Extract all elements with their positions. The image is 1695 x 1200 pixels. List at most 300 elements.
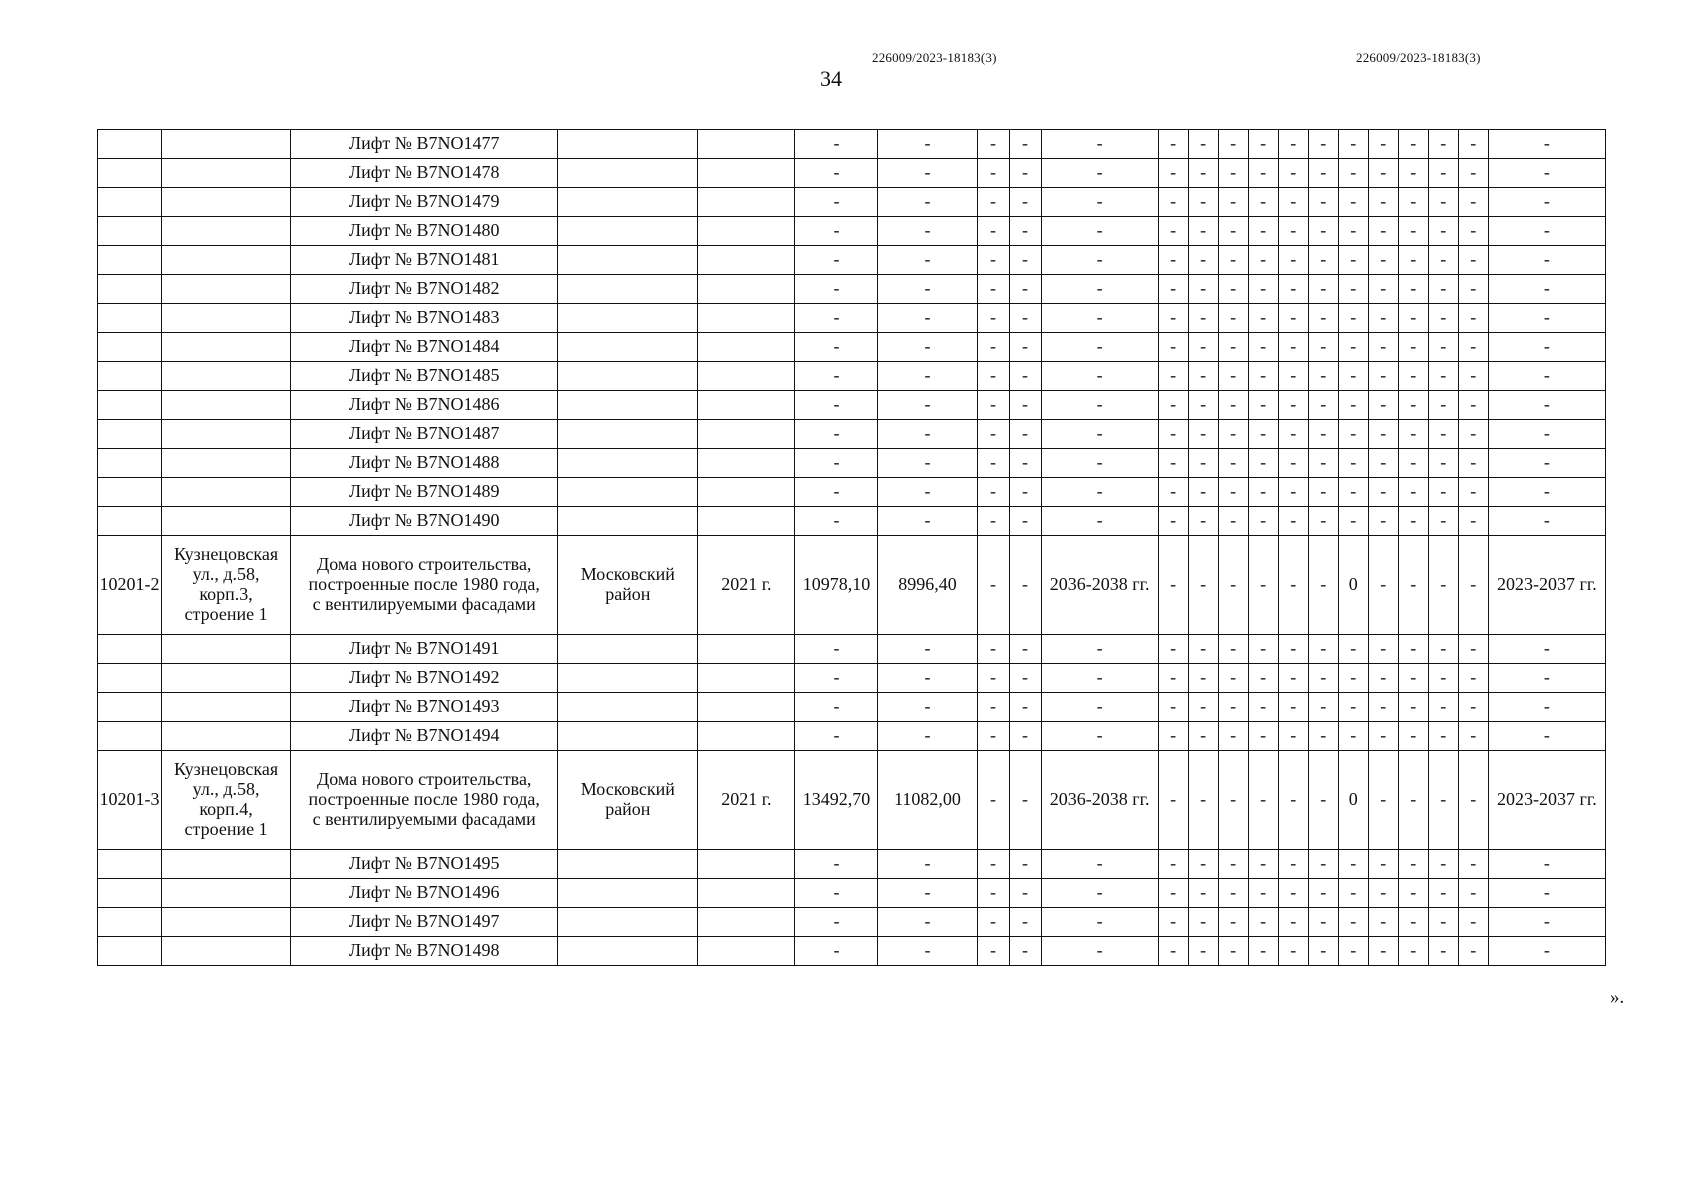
work-type-cell: - <box>1248 188 1278 217</box>
plan-period-cell: - <box>1488 304 1605 333</box>
building-category-line: с вентилируемыми фасадами <box>312 593 536 614</box>
flag-cell: - <box>1009 751 1041 850</box>
district-cell <box>558 478 698 507</box>
table-row-lift <box>98 362 1606 391</box>
work-type-cell: - <box>1428 751 1458 850</box>
year-cell <box>698 159 795 188</box>
plan-period-cell: - <box>1488 362 1605 391</box>
address-line: ул., д.58, <box>192 779 260 800</box>
work-type-value: 0 <box>1338 751 1368 850</box>
area-living-cell: - <box>878 449 977 478</box>
work-type-cell: - <box>1188 478 1218 507</box>
work-type-cell: - <box>1458 664 1488 693</box>
work-type-cell: - <box>1218 333 1248 362</box>
flag-cell: - <box>1009 391 1041 420</box>
area-living-cell: - <box>878 722 977 751</box>
work-type-cell: - <box>1458 217 1488 246</box>
area-total-cell: - <box>795 908 878 937</box>
plan-period: 2023-2037 гг. <box>1488 751 1605 850</box>
plan-period-cell: - <box>1488 449 1605 478</box>
work-type-cell: - <box>1188 420 1218 449</box>
work-type-cell: - <box>1308 130 1338 159</box>
work-type-cell: - <box>1248 362 1278 391</box>
object-id-cell <box>98 507 162 536</box>
district-line: Московский <box>580 564 675 585</box>
work-type-cell: - <box>1188 937 1218 966</box>
work-type-cell: - <box>1188 449 1218 478</box>
district-cell <box>558 879 698 908</box>
work-type-cell: - <box>1278 635 1308 664</box>
work-type-cell: - <box>1398 449 1428 478</box>
flag-cell: - <box>1009 304 1041 333</box>
work-type-cell: - <box>1368 937 1398 966</box>
year-cell <box>698 275 795 304</box>
lift-label: Лифт № B7NO1484 <box>291 333 558 362</box>
address-cell <box>162 159 291 188</box>
work-type-cell: - <box>1398 693 1428 722</box>
work-type-cell: - <box>1158 304 1188 333</box>
year-cell <box>698 246 795 275</box>
work-type-cell: - <box>1278 751 1308 850</box>
area-total: 10978,10 <box>795 536 878 635</box>
work-type-cell: - <box>1308 937 1338 966</box>
area-total-cell: - <box>795 635 878 664</box>
address-cell <box>162 664 291 693</box>
flag-cell: - <box>1009 478 1041 507</box>
work-type-cell: - <box>1278 333 1308 362</box>
district <box>558 536 698 635</box>
work-type-cell: - <box>1278 217 1308 246</box>
building-category-line: Дома нового строительства, <box>316 554 532 575</box>
plan-period-cell: - <box>1488 635 1605 664</box>
table-row-lift <box>98 188 1606 217</box>
period-cell: - <box>1041 362 1158 391</box>
work-type-cell: - <box>1398 507 1428 536</box>
work-type-cell: - <box>1248 159 1278 188</box>
work-type-cell: - <box>1158 333 1188 362</box>
work-type-cell: - <box>1218 507 1248 536</box>
work-type-cell: - <box>1338 850 1368 879</box>
work-type-cell: - <box>1428 362 1458 391</box>
work-type-value: 0 <box>1338 536 1368 635</box>
work-type-cell: - <box>1218 159 1248 188</box>
object-id-cell <box>98 850 162 879</box>
address-cell <box>162 275 291 304</box>
work-type-cell: - <box>1338 908 1368 937</box>
area-total-cell: - <box>795 449 878 478</box>
plan-period-cell: - <box>1488 850 1605 879</box>
address-line: Кузнецовская <box>173 759 279 780</box>
area-living-cell: - <box>878 159 977 188</box>
work-type-cell: - <box>1398 478 1428 507</box>
work-type-cell: - <box>1248 722 1278 751</box>
district-cell <box>558 449 698 478</box>
work-type-cell: - <box>1368 304 1398 333</box>
work-type-cell: - <box>1188 751 1218 850</box>
work-type-cell: - <box>1248 130 1278 159</box>
period-cell: - <box>1041 635 1158 664</box>
district-cell <box>558 217 698 246</box>
lift-label: Лифт № B7NO1481 <box>291 246 558 275</box>
work-type-cell: - <box>1158 478 1188 507</box>
area-living-cell: - <box>878 217 977 246</box>
district-cell <box>558 130 698 159</box>
work-type-cell: - <box>1428 908 1458 937</box>
address-line: ул., д.58, <box>192 564 260 585</box>
area-living-cell: - <box>878 908 977 937</box>
table-row-lift <box>98 722 1606 751</box>
work-type-cell: - <box>1338 420 1368 449</box>
flag-cell: - <box>977 130 1009 159</box>
flag-cell: - <box>977 751 1009 850</box>
object-id-cell <box>98 664 162 693</box>
flag-cell: - <box>1009 362 1041 391</box>
plan-period-cell: - <box>1488 722 1605 751</box>
address-line: строение 1 <box>184 818 268 839</box>
work-type-cell: - <box>1428 159 1458 188</box>
work-type-cell: - <box>1458 507 1488 536</box>
object-id: 10201-2 <box>98 536 162 635</box>
table-row-house <box>98 751 1606 850</box>
work-type-cell: - <box>1218 478 1248 507</box>
area-living-cell: - <box>878 275 977 304</box>
work-type-cell: - <box>1368 664 1398 693</box>
district-cell <box>558 246 698 275</box>
work-type-cell: - <box>1338 362 1368 391</box>
work-type-cell: - <box>1158 449 1188 478</box>
flag-cell: - <box>977 664 1009 693</box>
work-type-cell: - <box>1218 693 1248 722</box>
table-row-lift <box>98 879 1606 908</box>
table-row-house <box>98 536 1606 635</box>
work-type-cell: - <box>1338 275 1368 304</box>
work-type-cell: - <box>1428 449 1458 478</box>
period-cell: - <box>1041 188 1158 217</box>
period-cell: - <box>1041 333 1158 362</box>
area-living-cell: - <box>878 391 977 420</box>
work-type-cell: - <box>1368 507 1398 536</box>
district-cell <box>558 722 698 751</box>
object-id-cell <box>98 362 162 391</box>
district-cell <box>558 362 698 391</box>
plan-period-cell: - <box>1488 507 1605 536</box>
area-living-cell: - <box>878 635 977 664</box>
table-row-lift <box>98 507 1606 536</box>
work-type-cell: - <box>1278 478 1308 507</box>
work-type-cell: - <box>1158 420 1188 449</box>
work-type-cell: - <box>1338 130 1368 159</box>
work-type-cell: - <box>1428 722 1458 751</box>
work-type-cell: - <box>1368 333 1398 362</box>
lift-label: Лифт № B7NO1483 <box>291 304 558 333</box>
work-type-cell: - <box>1458 275 1488 304</box>
work-type-cell: - <box>1338 879 1368 908</box>
building-category-line: Дома нового строительства, <box>316 769 532 790</box>
area-living-cell: - <box>878 937 977 966</box>
work-type-cell: - <box>1308 217 1338 246</box>
flag-cell: - <box>977 188 1009 217</box>
area-living-cell: - <box>878 850 977 879</box>
table-row-lift <box>98 664 1606 693</box>
page-number: 34 <box>820 66 842 91</box>
work-type-cell: - <box>1158 635 1188 664</box>
work-type-cell: - <box>1368 246 1398 275</box>
period-cell: - <box>1041 420 1158 449</box>
work-type-cell: - <box>1308 246 1338 275</box>
work-type-cell: - <box>1368 478 1398 507</box>
building-category-line: с вентилируемыми фасадами <box>312 808 536 829</box>
work-type-cell: - <box>1218 304 1248 333</box>
commission-year: 2021 г. <box>698 751 795 850</box>
work-type-cell: - <box>1218 420 1248 449</box>
flag-cell: - <box>977 362 1009 391</box>
address-cell <box>162 879 291 908</box>
work-type-cell: - <box>1278 850 1308 879</box>
work-type-cell: - <box>1458 130 1488 159</box>
area-living-cell: - <box>878 130 977 159</box>
lift-label: Лифт № B7NO1497 <box>291 908 558 937</box>
area-total-cell: - <box>795 507 878 536</box>
year-cell <box>698 362 795 391</box>
work-type-cell: - <box>1458 159 1488 188</box>
address-cell <box>162 362 291 391</box>
object-id-cell <box>98 449 162 478</box>
flag-cell: - <box>977 333 1009 362</box>
lift-label: Лифт № B7NO1477 <box>291 130 558 159</box>
object-id-cell <box>98 879 162 908</box>
address-cell <box>162 850 291 879</box>
closing-quote: ». <box>1610 987 1625 1008</box>
work-type-cell: - <box>1338 159 1368 188</box>
work-type-cell: - <box>1248 217 1278 246</box>
work-type-cell: - <box>1248 937 1278 966</box>
work-type-cell: - <box>1188 159 1218 188</box>
work-type-cell: - <box>1218 391 1248 420</box>
work-type-cell: - <box>1398 536 1428 635</box>
work-type-cell: - <box>1158 507 1188 536</box>
work-type-cell: - <box>1248 664 1278 693</box>
table-row-lift <box>98 850 1606 879</box>
flag-cell: - <box>1009 159 1041 188</box>
object-id-cell <box>98 635 162 664</box>
work-type-cell: - <box>1218 937 1248 966</box>
work-type-cell: - <box>1458 333 1488 362</box>
work-type-cell: - <box>1428 391 1458 420</box>
work-type-cell: - <box>1158 188 1188 217</box>
work-type-cell: - <box>1428 130 1458 159</box>
work-type-cell: - <box>1458 362 1488 391</box>
address <box>162 536 291 635</box>
plan-period-cell: - <box>1488 159 1605 188</box>
work-type-cell: - <box>1158 879 1188 908</box>
plan-period-cell: - <box>1488 478 1605 507</box>
flag-cell: - <box>1009 536 1041 635</box>
flag-cell: - <box>977 536 1009 635</box>
year-cell <box>698 635 795 664</box>
lift-label: Лифт № B7NO1494 <box>291 722 558 751</box>
work-type-cell: - <box>1338 693 1368 722</box>
lift-label: Лифт № B7NO1498 <box>291 937 558 966</box>
address-cell <box>162 635 291 664</box>
address-line: корп.4, <box>199 799 253 819</box>
flag-cell: - <box>1009 879 1041 908</box>
work-type-cell: - <box>1308 693 1338 722</box>
flag-cell: - <box>1009 217 1041 246</box>
registration-number-left: 226009/2023-18183(3) <box>872 50 997 65</box>
work-type-cell: - <box>1428 420 1458 449</box>
table-row-lift <box>98 937 1606 966</box>
plan-period: 2023-2037 гг. <box>1488 536 1605 635</box>
plan-period-cell: - <box>1488 664 1605 693</box>
work-type-cell: - <box>1308 879 1338 908</box>
work-type-cell: - <box>1368 217 1398 246</box>
work-type-cell: - <box>1338 391 1368 420</box>
lift-label: Лифт № B7NO1486 <box>291 391 558 420</box>
address-cell <box>162 188 291 217</box>
work-type-cell: - <box>1218 722 1248 751</box>
work-type-cell: - <box>1278 420 1308 449</box>
work-type-cell: - <box>1368 908 1398 937</box>
work-type-cell: - <box>1338 722 1368 751</box>
flag-cell: - <box>1009 449 1041 478</box>
work-type-cell: - <box>1308 333 1338 362</box>
work-type-cell: - <box>1218 217 1248 246</box>
work-type-cell: - <box>1278 664 1308 693</box>
work-type-cell: - <box>1188 246 1218 275</box>
work-type-cell: - <box>1338 246 1368 275</box>
area-total-cell: - <box>795 130 878 159</box>
address-cell <box>162 217 291 246</box>
area-living-cell: - <box>878 246 977 275</box>
work-type-cell: - <box>1278 722 1308 751</box>
work-type-cell: - <box>1278 937 1308 966</box>
period-cell: - <box>1041 722 1158 751</box>
work-type-cell: - <box>1248 850 1278 879</box>
work-type-cell: - <box>1218 751 1248 850</box>
work-type-cell: - <box>1278 391 1308 420</box>
work-type-cell: - <box>1398 722 1428 751</box>
commission-year: 2021 г. <box>698 536 795 635</box>
work-type-cell: - <box>1398 751 1428 850</box>
area-total-cell: - <box>795 420 878 449</box>
work-type-cell: - <box>1368 536 1398 635</box>
area-living-cell: - <box>878 507 977 536</box>
work-type-cell: - <box>1458 635 1488 664</box>
year-cell <box>698 188 795 217</box>
work-type-cell: - <box>1188 391 1218 420</box>
lift-label: Лифт № B7NO1489 <box>291 478 558 507</box>
work-type-cell: - <box>1398 879 1428 908</box>
work-type-cell: - <box>1218 850 1248 879</box>
work-type-cell: - <box>1278 159 1308 188</box>
area-total-cell: - <box>795 722 878 751</box>
work-type-cell: - <box>1458 536 1488 635</box>
flag-cell: - <box>1009 850 1041 879</box>
work-type-cell: - <box>1278 246 1308 275</box>
district-cell <box>558 664 698 693</box>
area-total-cell: - <box>795 391 878 420</box>
address-cell <box>162 246 291 275</box>
work-type-cell: - <box>1158 664 1188 693</box>
flag-cell: - <box>1009 275 1041 304</box>
work-type-cell: - <box>1218 188 1248 217</box>
work-type-cell: - <box>1248 908 1278 937</box>
work-type-cell: - <box>1278 275 1308 304</box>
work-type-cell: - <box>1368 879 1398 908</box>
period-cell: - <box>1041 217 1158 246</box>
district-cell <box>558 159 698 188</box>
work-type-cell: - <box>1278 908 1308 937</box>
address-cell <box>162 507 291 536</box>
work-type-cell: - <box>1158 722 1188 751</box>
flag-cell: - <box>977 391 1009 420</box>
work-type-cell: - <box>1398 130 1428 159</box>
period-cell: - <box>1041 693 1158 722</box>
lift-label: Лифт № B7NO1491 <box>291 635 558 664</box>
work-type-cell: - <box>1308 391 1338 420</box>
work-type-cell: - <box>1338 304 1368 333</box>
area-total-cell: - <box>795 664 878 693</box>
flag-cell: - <box>1009 937 1041 966</box>
year-cell <box>698 391 795 420</box>
area-living-cell: - <box>878 693 977 722</box>
object-id-cell <box>98 304 162 333</box>
lift-label: Лифт № B7NO1488 <box>291 449 558 478</box>
table-body <box>98 130 1606 966</box>
year-cell <box>698 850 795 879</box>
area-living-cell: - <box>878 879 977 908</box>
year-cell <box>698 722 795 751</box>
work-type-cell: - <box>1248 507 1278 536</box>
work-type-cell: - <box>1158 130 1188 159</box>
flag-cell: - <box>977 246 1009 275</box>
plan-period-cell: - <box>1488 693 1605 722</box>
work-type-cell: - <box>1248 420 1278 449</box>
work-type-cell: - <box>1458 246 1488 275</box>
work-type-cell: - <box>1158 275 1188 304</box>
object-id-cell <box>98 391 162 420</box>
work-type-cell: - <box>1398 188 1428 217</box>
flag-cell: - <box>1009 693 1041 722</box>
work-type-cell: - <box>1248 693 1278 722</box>
address-cell <box>162 937 291 966</box>
work-type-cell: - <box>1458 751 1488 850</box>
work-type-cell: - <box>1458 693 1488 722</box>
work-type-cell: - <box>1458 850 1488 879</box>
work-type-cell: - <box>1428 635 1458 664</box>
object-id-cell <box>98 188 162 217</box>
work-type-cell: - <box>1278 188 1308 217</box>
flag-cell: - <box>1009 130 1041 159</box>
work-type-cell: - <box>1368 449 1398 478</box>
flag-cell: - <box>977 693 1009 722</box>
flag-cell: - <box>977 449 1009 478</box>
work-type-cell: - <box>1368 722 1398 751</box>
work-type-cell: - <box>1458 908 1488 937</box>
flag-cell: - <box>977 879 1009 908</box>
address-cell <box>162 722 291 751</box>
lift-label: Лифт № B7NO1492 <box>291 664 558 693</box>
work-type-cell: - <box>1338 664 1368 693</box>
district-line: район <box>605 584 651 604</box>
work-type-cell: - <box>1248 635 1278 664</box>
work-type-cell: - <box>1368 420 1398 449</box>
work-type-cell: - <box>1428 879 1458 908</box>
table-row-lift <box>98 130 1606 159</box>
work-type-cell: - <box>1308 635 1338 664</box>
work-type-cell: - <box>1428 850 1458 879</box>
table-row-lift <box>98 478 1606 507</box>
